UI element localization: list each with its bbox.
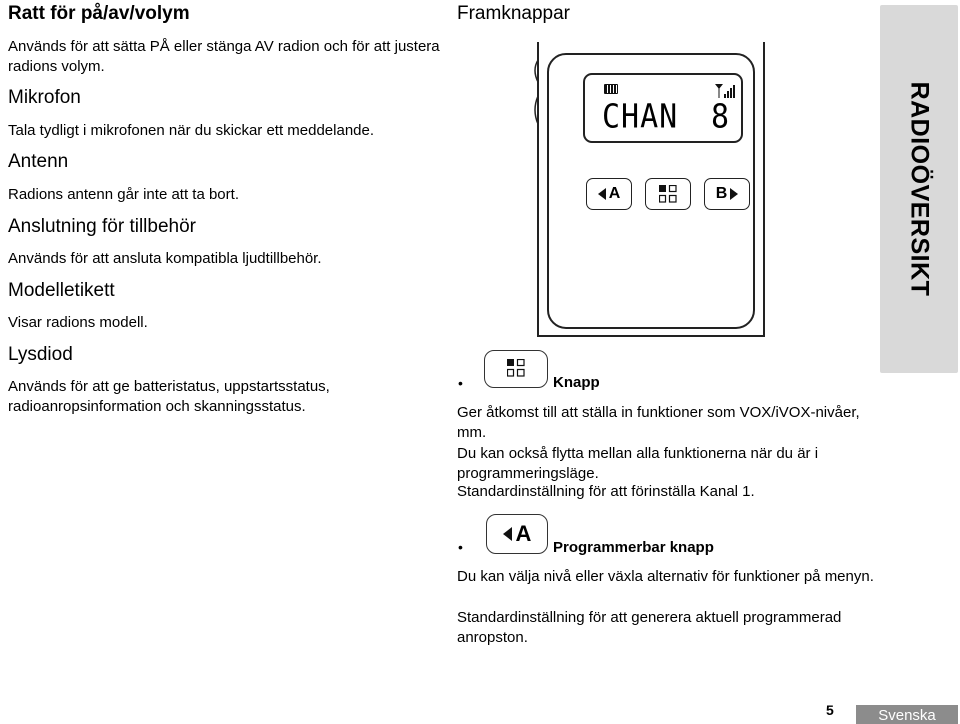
left-arrow-icon (598, 188, 606, 200)
page-number: 5 (826, 702, 834, 718)
section-title-front-buttons: Framknappar (457, 3, 570, 24)
device-button-b-label: B (715, 185, 728, 202)
text-programmable-line-2: Standardinställning för att generera aktuell programmerad anropston. (457, 609, 842, 646)
text-accessory-connector: Används för att ansluta kompatibla ljudtillbehör. (8, 250, 322, 267)
text-volume-knob: Används för att sätta PÅ eller stänga AV radion och för att justera radions volym. (8, 38, 440, 75)
bullet-menu: • (458, 375, 463, 391)
menu-grid-icon (659, 185, 677, 203)
label-menu-button: Knapp (553, 374, 600, 391)
device-button-a-label: A (608, 185, 621, 202)
text-microphone: Tala tydligt i mikrofonen när du skickar ett meddelande. (8, 122, 375, 139)
left-arrow-icon (503, 527, 512, 541)
heading-microphone: Mikrofon (8, 87, 81, 108)
text-programmable-line-1: Du kan välja nivå eller växla alternativ för funktioner på menyn. (457, 568, 874, 585)
text-model-label: Visar radions modell. (8, 314, 148, 331)
lcd-channel-text: CHAN (602, 98, 679, 137)
label-programmable-button: Programmerbar knapp (553, 539, 714, 556)
device-menu-button (645, 178, 691, 210)
text-menu-line-1: Ger åtkomst till att ställa in funktioner som VOX/iVOX-nivåer, mm. (457, 404, 860, 441)
language-tab: Svenska (856, 705, 958, 724)
right-arrow-icon (730, 188, 738, 200)
text-menu-line-2: Du kan också flytta mellan alla funktionerna när du är i programmeringsläge. (457, 445, 819, 482)
side-tab-label: RADIOÖVERSIKT (905, 81, 934, 297)
programmable-button-icon-box (486, 514, 548, 554)
device-button-b (704, 178, 750, 210)
menu-button-icon-box (484, 350, 548, 388)
text-led: Används för att ge batteristatus, uppstartsstatus, radioanropsinformation och skanningsstatus. (8, 378, 330, 415)
heading-antenna: Antenn (8, 151, 69, 172)
bullet-programmable: • (458, 539, 463, 555)
device-button-a (586, 178, 632, 210)
battery-icon (604, 84, 618, 94)
programmable-button-icon-letter: A (515, 521, 532, 546)
signal-strength-icon (715, 84, 735, 98)
heading-model-label: Modelletikett (8, 280, 115, 301)
heading-accessory-connector: Anslutning för tillbehör (8, 216, 196, 237)
section-side-tab (880, 5, 958, 373)
lcd-channel-number: 8 (711, 98, 730, 137)
heading-volume-knob: Ratt för på/av/volym (8, 3, 190, 24)
text-antenna: Radions antenn går inte att ta bort. (8, 186, 239, 203)
text-menu-line-3: Standardinställning för att förinställa Kanal 1. (457, 483, 755, 500)
heading-led: Lysdiod (8, 344, 73, 365)
menu-grid-icon (507, 359, 525, 377)
